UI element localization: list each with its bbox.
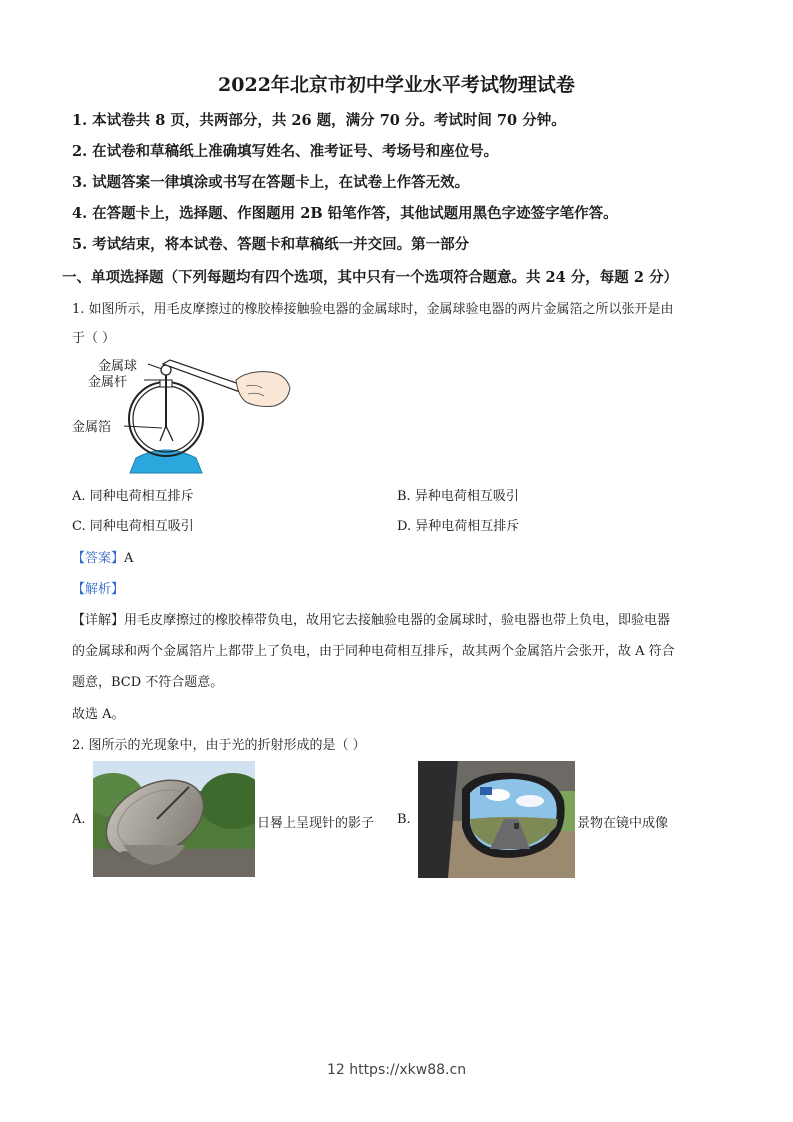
q1-stem-line1: 1. 如图所示，用毛皮摩擦过的橡胶棒接触验电器的金属球时，金属球验电器的两片金属箔之所以张开是由 [72,302,674,317]
q1-option-d: D. 异种电荷相互排斥 [397,519,520,534]
sundial-image [93,761,255,877]
label-metal-rod: 金属杆 [88,375,128,390]
notice-1: 1. 本试卷共 8 页，共两部分，共 26 题，满分 70 分。考试时间 70 分钟。 [72,112,566,129]
answer-value: A [124,551,134,566]
q1-detail-line4: 故选 A。 [72,707,125,722]
label-metal-ball: 金属球 [98,359,138,374]
detail-text-1: 用毛皮摩擦过的橡胶棒带负电，故用它去接触验电器的金属球时，验电器也带上负电，即验电器 [124,613,671,628]
q1-detail-line2: 的金属球和两个金属箔片上都带上了负电，由于同种电荷相互排斥，故其两个金属箔片会张开，故 A 符合 [72,644,675,659]
q1-option-b: B. 异种电荷相互吸引 [397,489,519,504]
page-footer: 12 https://xkw88.cn [326,1062,467,1078]
q2-option-a-letter: A. [72,812,86,827]
section-heading: 一、单项选择题（下列每题均有四个选项，其中只有一个选项符合题意。共 24 分，每题 2 分） [62,269,678,286]
answer-tag: 【答案】 [72,551,125,566]
electroscope-figure [70,350,300,475]
label-metal-foil: 金属箔 [72,420,112,435]
notice-2: 2. 在试卷和草稿纸上准确填写姓名、准考证号、考场号和座位号。 [72,143,499,160]
q2-option-b-text: 景物在镜中成像 [577,816,669,831]
notice-4: 4. 在答题卡上，选择题、作图题用 2B 铅笔作答，其他试题用黑色字迹签字笔作答。 [72,205,618,222]
analysis-tag: 【解析】 [72,582,125,597]
sundial-drawing [93,761,255,877]
q1-stem-line2: 于（ ） [72,331,116,346]
q1-answer [72,547,133,566]
q1-option-c: C. 同种电荷相互吸引 [72,519,194,534]
q2-stem: 2. 图所示的光现象中，由于光的折射形成的是（ ） [72,738,366,753]
page-title: 2022年北京市初中学业水平考试物理试卷 [218,74,575,96]
q1-option-a: A. 同种电荷相互排斥 [72,489,194,504]
detail-tag: 【详解】 [72,613,125,628]
q2-option-b-letter: B. [397,812,411,827]
notice-5: 5. 考试结束，将本试卷、答题卡和草稿纸一并交回。第一部分 [72,236,470,253]
mirror-drawing [418,761,575,878]
mirror-image [418,761,575,878]
q1-detail-line1 [72,609,670,628]
q2-option-a-text: 日晷上呈现针的影子 [257,816,375,831]
notice-3: 3. 试题答案一律填涂或书写在答题卡上，在试卷上作答无效。 [72,174,470,191]
q1-detail-line3: 题意，BCD 不符合题意。 [72,675,224,690]
